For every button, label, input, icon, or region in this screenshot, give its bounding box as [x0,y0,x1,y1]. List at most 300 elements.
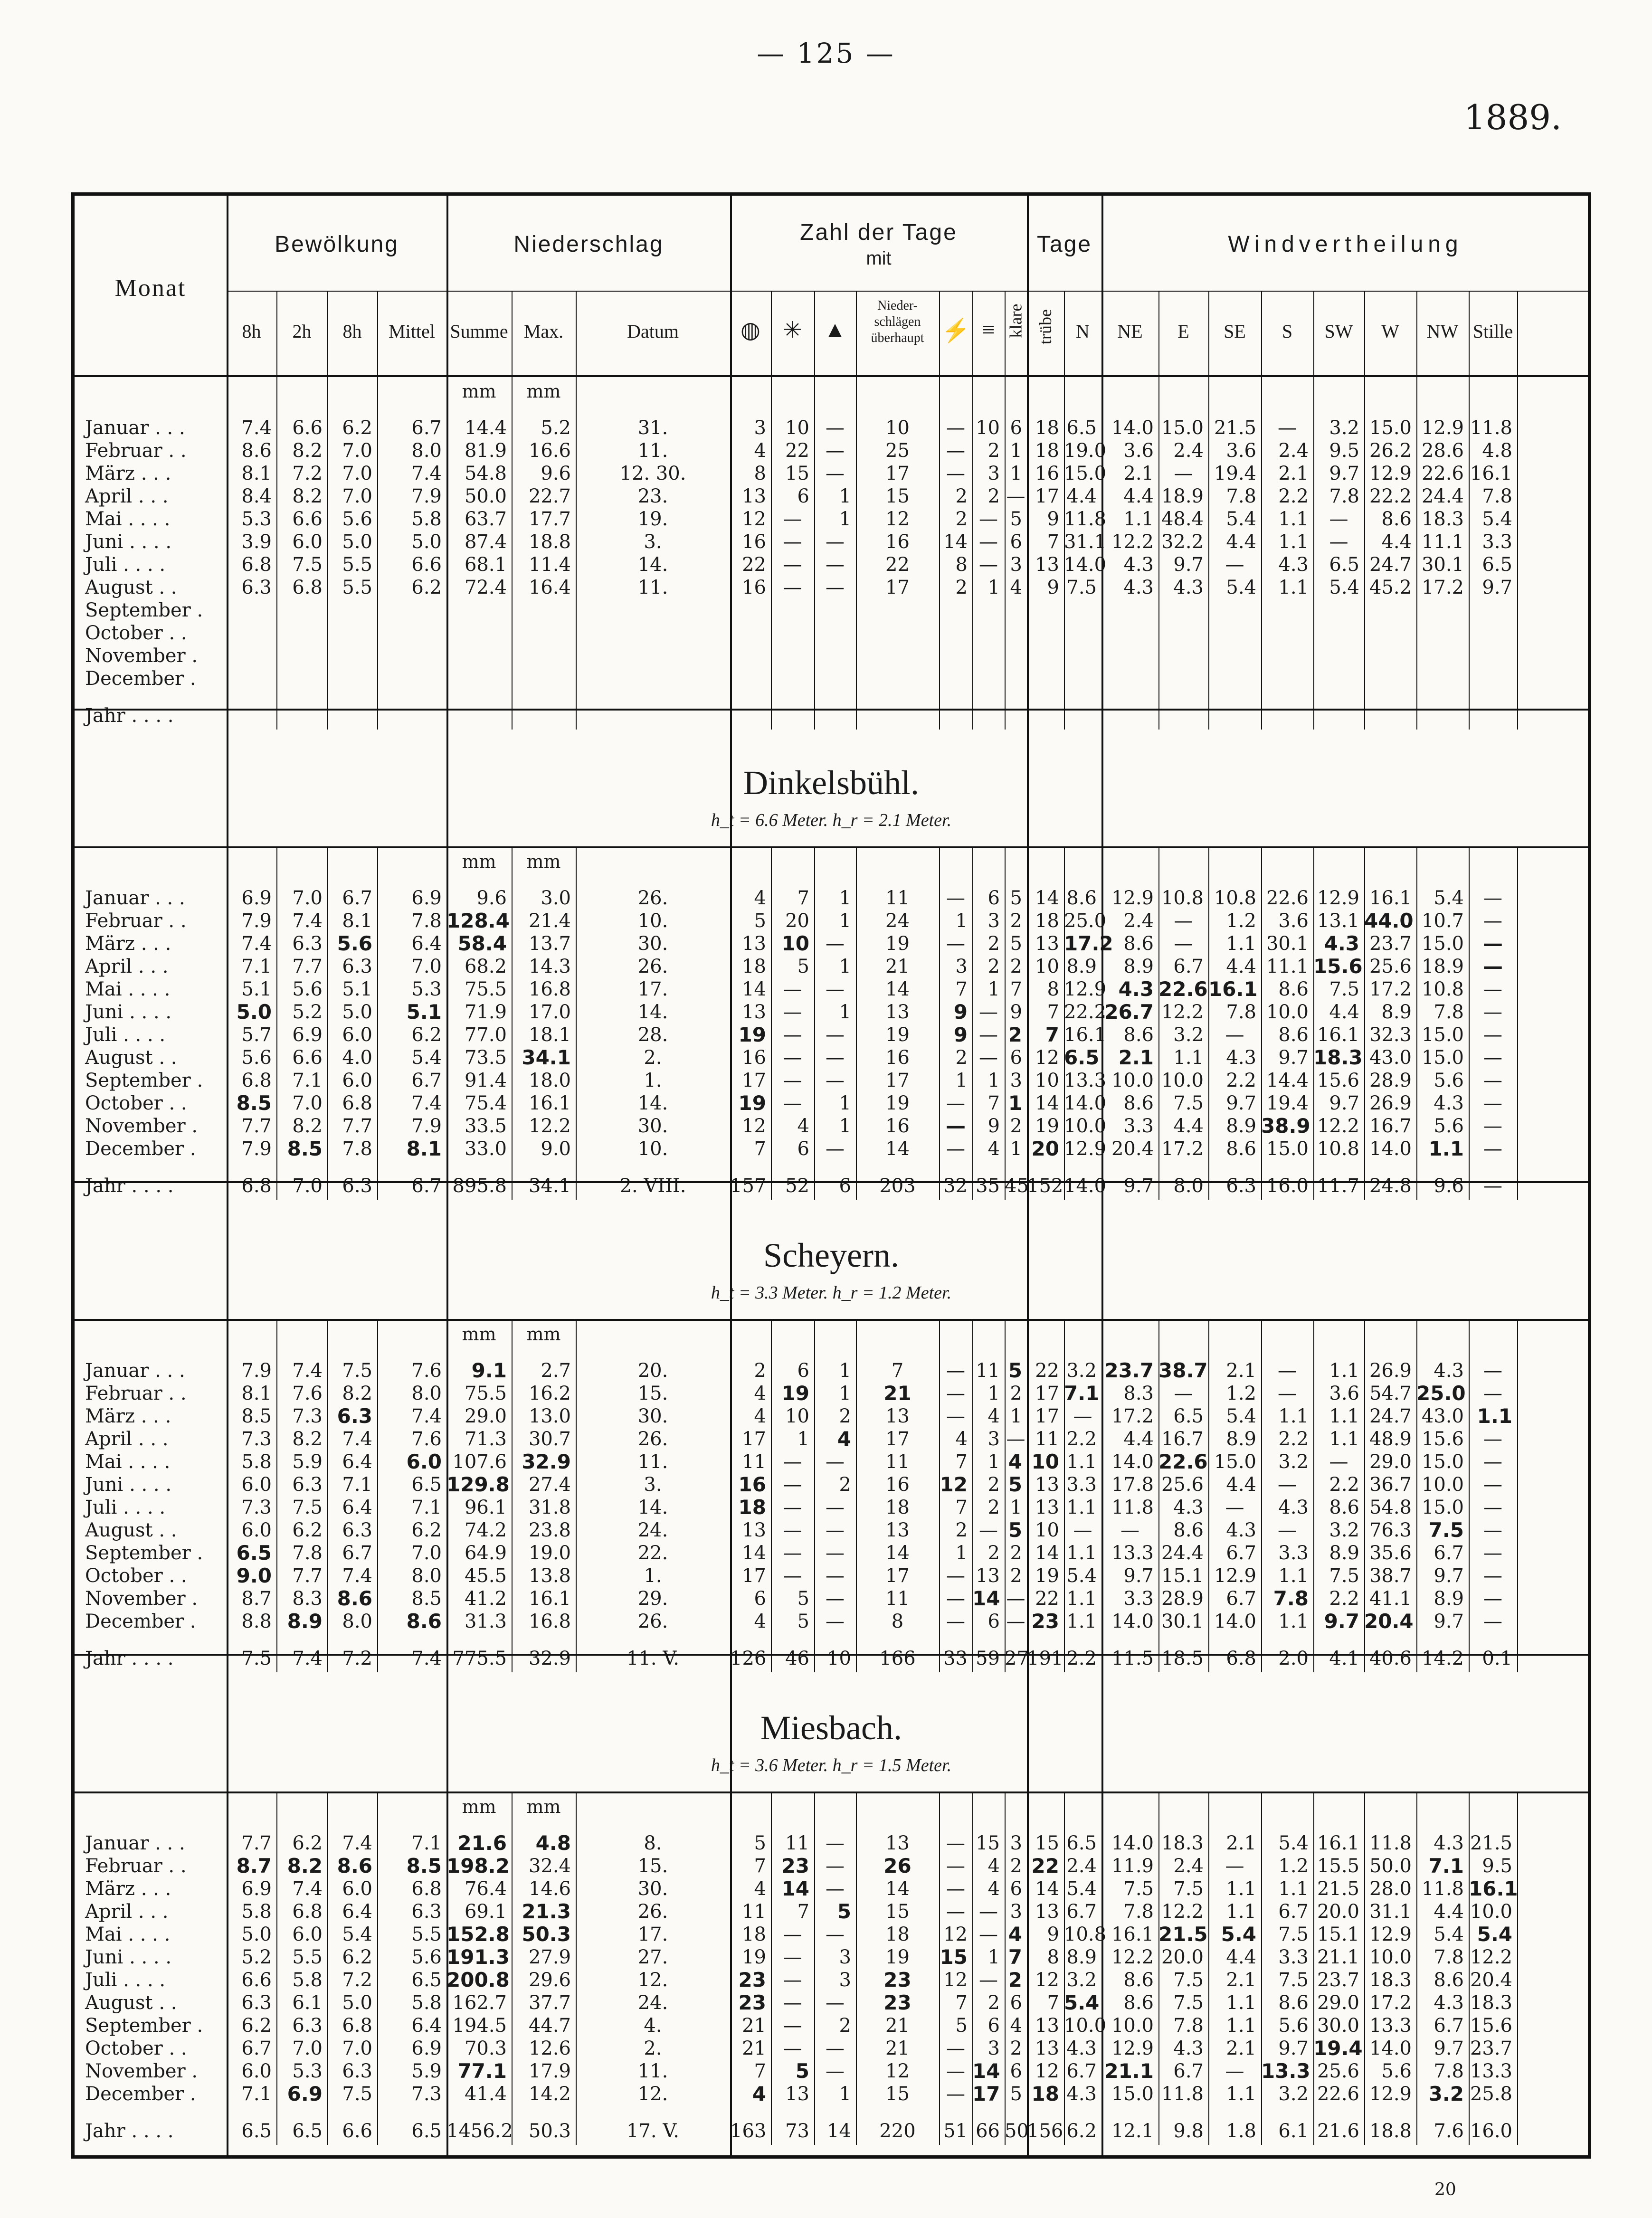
table-cell: 2 [1010,956,1022,977]
table-cell: 21.4 [528,910,571,932]
table-cell: 23 [781,1854,809,1877]
table-cell: 5.6 [1434,1115,1464,1137]
table-cell: 16 [885,1115,910,1137]
table-cell: 17 [885,1565,910,1587]
table-cell: — [1483,1092,1502,1114]
table-row [75,1923,1588,1946]
table-cell: 15.0 [1161,417,1204,439]
header-niederschlaege-ueberhaupt: Nieder- schlägen überhaupt [871,298,924,345]
table-cell: 13.3 [1470,2060,1512,2082]
table-cell: 3.0 [541,887,571,909]
table-cell: — [979,1047,998,1069]
table-cell: 162.7 [452,1992,507,2014]
table-cell: 16.8 [528,1611,571,1632]
table-cell: — [826,1588,845,1610]
table-cell: 5.4 [1434,1924,1464,1945]
table-cell: 1456.2 [446,2120,513,2142]
table-cell: 1 [839,956,851,977]
table-row [75,1991,1588,2014]
section-divider [75,1654,1588,1656]
table-cell: 19.4 [1266,1092,1309,1114]
table-cell: 70.3 [464,2038,507,2059]
table-cell: 19 [1035,1115,1059,1137]
table-cell: 198.2 [446,1854,510,1877]
table-cell: 14.0 [1369,2038,1412,2059]
table-cell: 7.0 [292,2038,323,2059]
table-cell: — [1483,1115,1502,1137]
table-cell: 6.0 [342,1070,372,1091]
table-cell: 1 [1010,1497,1022,1518]
table-cell: 40.6 [1369,1648,1412,1669]
table-cell: 43.0 [1369,1047,1412,1069]
table-cell: 14 [1035,1542,1059,1564]
table-cell: 8.9 [1434,1588,1464,1610]
table-cell: 28.6 [1421,440,1464,462]
subcolumn-rule [1208,291,1209,375]
table-cell: 6.3 [342,1519,372,1541]
unit-mm: mm [526,381,561,402]
table-cell: 2 [955,508,968,530]
table-cell: 21.5 [1317,1878,1359,1900]
table-cell: 8.6 [1123,1092,1154,1114]
table-cell: 5.4 [411,1047,442,1069]
table-cell: 17.2 [1369,1992,1412,2014]
table-cell: 166 [879,1648,916,1669]
table-cell: 7 [1045,1023,1059,1046]
month-label: Jahr . . . . [85,2120,174,2142]
table-cell: — [1174,910,1193,932]
table-cell: 5.6 [1434,1070,1464,1091]
table-cell: 15.6 [1470,2015,1512,2037]
table-cell: 6 [1010,1992,1022,2014]
table-cell: — [1483,1474,1502,1496]
table-cell: 17 [742,1428,766,1450]
table-row [75,1175,1588,1197]
table-cell: 8.6 [1123,1969,1154,1991]
table-cell: 5.0 [342,1992,372,2014]
month-label: April . . . [85,485,169,507]
table-cell: 7.8 [1226,485,1256,507]
month-label: September . [85,599,203,621]
table-cell: 6.8 [342,1092,372,1114]
table-cell: 12.9 [1421,417,1464,439]
table-cell: 17 [1035,1405,1059,1427]
table-cell: 15.0 [1214,1451,1256,1473]
table-cell: 9.7 [1278,1047,1309,1069]
table-cell: 7.0 [342,485,372,507]
table-cell: — [1278,1474,1297,1496]
table-cell: 16 [738,1473,766,1496]
table-cell: 7.8 [411,910,442,932]
table-cell: 6.3 [292,933,323,955]
table-cell: — [826,1542,845,1564]
table-cell: 6.7 [411,417,442,439]
table-cell: 5.4 [1434,887,1464,909]
table-cell: 6.2 [342,1946,372,1968]
table-cell: 4 [987,1138,1000,1160]
table-cell: 7 [955,978,968,1000]
table-cell: 75.5 [464,1383,507,1404]
table-cell: 7.5 [1173,1092,1204,1114]
table-cell: 50.3 [528,2120,571,2142]
table-cell: 5 [1008,1359,1022,1382]
table-cell: 18 [1035,910,1059,932]
table-cell: 9.7 [1434,2038,1464,2059]
table-cell: — [1174,1383,1193,1404]
table-cell: 4.3 [1434,1092,1464,1114]
table-row [75,1587,1588,1610]
table-cell: 22 [785,440,809,462]
table-cell: 10.8 [1161,887,1204,909]
table-cell: 31.1 [1369,1901,1412,1923]
table-cell: 16 [885,531,910,553]
month-label: December . [85,2083,196,2105]
table-cell: 2 [1010,1542,1022,1564]
table-cell: 16.7 [1161,1428,1204,1450]
table-cell: — [946,1383,965,1404]
month-label: Juli . . . . [85,1969,166,1991]
table-cell: — [783,577,802,598]
table-cell: 23.7 [1369,933,1412,955]
table-cell: 6 [797,1138,809,1160]
table-cell: 1 [1008,1091,1022,1115]
table-cell: 16.1 [1064,1024,1107,1046]
table-cell: 73 [785,2120,809,2142]
table-cell: 7.4 [411,1092,442,1114]
table-cell: 1.1 [1066,1542,1097,1564]
table-cell: 5.4 [1064,1991,1100,2014]
table-cell: 24.7 [1369,554,1412,576]
table-cell: 48.9 [1369,1428,1412,1450]
table-cell: 27. [637,1946,668,1968]
table-cell: 3.2 [1173,1024,1204,1046]
table-cell: 14.0 [1111,1832,1154,1854]
section-header-divider [75,846,1588,848]
table-cell: — [979,508,998,530]
table-cell: 2.1 [1226,1360,1256,1382]
table-cell: 21.5 [1214,417,1256,439]
table-cell: 10.0 [1161,1070,1204,1091]
table-cell: 5 [1010,508,1022,530]
table-cell: 13 [1035,1901,1059,1923]
table-cell: 7.3 [241,1497,272,1518]
table-cell: 2 [987,933,1000,955]
table-cell: 7.2 [292,463,323,484]
table-cell: 14 [885,978,910,1000]
table-cell: 9.7 [1482,577,1512,598]
month-label: August . . [85,1992,177,2014]
table-cell: 5 [1008,1518,1022,1542]
table-cell: 21 [742,2015,766,2037]
table-cell: 2 [955,485,968,507]
table-cell: 9 [1047,1924,1059,1945]
table-cell: 30.1 [1421,554,1464,576]
table-cell: 34.1 [522,1046,571,1069]
table-cell: 6.5 [1066,417,1097,439]
table-cell: 775.5 [452,1648,507,1669]
table-cell: 7.1 [241,2083,272,2105]
table-cell: 2.1 [1226,1969,1256,1991]
table-cell: 19.0 [528,1542,571,1564]
table-cell: 7.1 [1428,1854,1464,1877]
table-cell: 15. [637,1855,668,1877]
table-cell: 11.4 [528,554,571,576]
table-cell: — [783,1969,802,1991]
table-cell: 2.4 [1173,1855,1204,1877]
table-cell: 12 [885,508,910,530]
table-cell: 4 [1010,577,1022,598]
table-cell: 58.4 [457,932,507,955]
table-cell: 6.4 [342,1451,372,1473]
table-cell: 10 [785,1405,809,1427]
table-cell: 6.4 [411,2015,442,2037]
table-cell: 6.0 [292,1924,323,1945]
table-cell: 2 [1010,2038,1022,2059]
table-row [75,1428,1588,1450]
table-row [75,1542,1588,1564]
table-cell: 96.1 [464,1497,507,1518]
table-cell: — [1483,1383,1502,1404]
table-cell: 12. [637,1969,668,1991]
table-cell: 19 [738,1023,766,1046]
table-cell: — [1483,910,1502,932]
table-row [75,1069,1588,1092]
table-cell: 16.1 [1111,1924,1154,1945]
table-row [75,553,1588,576]
table-cell: 4 [955,1428,968,1450]
table-cell: — [783,1024,802,1046]
table-cell: 6.3 [241,577,272,598]
table-cell: 191.3 [446,1945,510,1969]
table-cell: 11 [885,1451,910,1473]
table-cell: 4.3 [1123,577,1154,598]
table-cell: 14 [885,1542,910,1564]
table-cell: 5.6 [337,932,372,955]
table-cell: 1.1 [1226,1901,1256,1923]
table-cell: — [783,1542,802,1564]
table-row [75,932,1588,955]
table-cell: 10.8 [1064,1924,1107,1945]
table-cell: 11.7 [1317,1175,1359,1197]
table-cell: 7.7 [342,1115,372,1137]
table-cell: 5 [754,910,766,932]
table-cell: 2 [987,440,1000,462]
table-cell: — [946,1901,965,1923]
table-cell: — [783,1992,802,2014]
table-cell: 1.8 [1226,2120,1256,2142]
table-cell: — [826,1047,845,1069]
table-cell: 1.1 [1123,508,1154,530]
table-cell: 36.7 [1369,1474,1412,1496]
table-cell: 5.5 [292,1946,323,1968]
table-cell: 14.0 [1111,1611,1154,1632]
table-cell: 152.8 [446,1923,510,1946]
table-cell: 54.7 [1369,1383,1412,1404]
table-cell: 12 [885,2060,910,2082]
table-cell: 8.2 [292,1428,323,1450]
table-row [75,1405,1588,1428]
month-label: April . . . [85,1428,169,1450]
table-cell: 14.0 [1064,1092,1107,1114]
table-cell: 4 [754,440,766,462]
table-cell: 3.2 [1066,1360,1097,1382]
table-cell: 7.5 [292,1497,323,1518]
table-cell: 1.1 [1278,1405,1309,1427]
table-cell: — [783,1519,802,1541]
table-cell: 68.1 [464,554,507,576]
subcolumn-rule [972,291,973,375]
table-cell: 157 [730,1175,767,1197]
table-row [75,955,1588,978]
table-cell: 7.9 [241,910,272,932]
table-cell: 6 [1010,417,1022,439]
table-cell: 11 [885,887,910,909]
table-cell: 6.0 [241,2060,272,2082]
table-cell: 72.4 [464,577,507,598]
table-cell: — [783,1565,802,1587]
table-cell: 17. [637,978,668,1000]
month-label: October . . [85,2038,187,2059]
table-cell: 7.4 [342,1832,372,1854]
table-cell: 10.0 [1470,1901,1512,1923]
table-cell: 23.7 [1104,1359,1154,1382]
table-cell: 7.0 [342,463,372,484]
header-tage: Tage [1036,232,1092,257]
table-cell: 81.9 [464,440,507,462]
month-label: Mai . . . . [85,1451,171,1473]
table-cell: 10. [637,1138,668,1160]
table-cell: 6.7 [1173,2060,1204,2082]
table-cell: 7.4 [411,463,442,484]
subcolumn-rule [1064,291,1065,375]
table-cell: 2 [955,1519,968,1541]
table-cell: 4 [754,1405,766,1427]
table-cell: — [826,1138,845,1160]
table-cell: 1 [839,910,851,932]
table-cell: 5.5 [342,577,372,598]
table-cell: 8.6 [337,1587,372,1610]
station-name: Scheyern. [763,1236,899,1274]
table-cell: 14 [972,2059,1000,2083]
month-label: Mai . . . . [85,508,171,530]
table-cell: 13.8 [528,1565,571,1587]
table-cell: 1 [987,1451,1000,1473]
table-row [75,1969,1588,1991]
table-cell: 3 [987,910,1000,932]
table-cell: — [1329,531,1348,553]
table-cell: 14.3 [528,956,571,977]
table-cell: 5.4 [1329,577,1359,598]
column-rule [446,196,448,2155]
table-cell: 7.7 [292,956,323,977]
table-cell: 8.9 [287,1610,323,1633]
table-row [75,2014,1588,2037]
table-row [75,576,1588,599]
table-cell: — [826,1497,845,1518]
table-cell: 30. [637,1405,668,1427]
table-cell: 4.3 [1066,2038,1097,2059]
table-cell: — [946,887,965,909]
table-cell: 7.6 [292,1383,323,1404]
table-cell: 14 [1035,1878,1059,1900]
month-label: November . [85,2060,198,2082]
table-cell: 2.1 [1278,463,1309,484]
table-cell: 8.6 [1329,1497,1359,1518]
unit-mm: mm [462,1324,496,1345]
table-cell: 4.4 [1123,485,1154,507]
table-cell: 16.4 [528,577,571,598]
table-row [75,1359,1588,1382]
table-cell: 7 [754,1138,766,1160]
table-cell: 2 [1010,910,1022,932]
table-cell: — [826,1924,845,1945]
table-cell: 2 [987,956,1000,977]
header-windvertheilung: Windvertheilung [1228,232,1463,257]
table-cell: 107.6 [452,1451,507,1473]
table-cell: — [946,2083,965,2105]
table-cell: 9 [1047,508,1059,530]
table-cell: 17 [885,577,910,598]
table-cell: — [946,2038,965,2059]
table-cell: 1.1 [1066,1497,1097,1518]
table-cell: 1 [839,1092,851,1114]
table-cell: 7.4 [342,1565,372,1587]
table-row [75,1946,1588,1969]
header-niederschlag: Niederschlag [513,232,664,257]
table-cell: 30.7 [528,1428,571,1450]
table-cell: 6 [1010,2060,1022,2082]
table-cell: — [783,1924,802,1945]
table-cell: 18 [742,1924,766,1945]
table-cell: 14 [781,1877,809,1900]
table-cell: 1 [839,485,851,507]
table-cell: 6.2 [411,577,442,598]
table-cell: 27.4 [528,1474,571,1496]
table-cell: 91.4 [464,1070,507,1091]
table-cell: 8.6 [1278,1024,1309,1046]
table-cell: 11.8 [1064,508,1107,530]
table-cell: 11 [1035,1428,1059,1450]
table-cell: 9.6 [541,463,571,484]
table-cell: 11 [785,1832,809,1854]
table-cell: 8.5 [406,1854,442,1877]
table-cell: 9.7 [1278,2038,1309,2059]
table-cell: 29.6 [528,1969,571,1991]
header-wind-nw: NW [1426,321,1459,342]
table-cell: 15.6 [1317,1070,1359,1091]
table-cell: 7.5 [1173,1992,1204,2014]
table-cell: 5.1 [241,978,272,1000]
table-cell: — [1483,1047,1502,1069]
table-cell: 895.8 [452,1175,507,1197]
month-label: April . . . [85,1901,169,1923]
month-label: November . [85,1115,198,1137]
table-cell: 6.8 [342,2015,372,2037]
table-cell: 18 [1035,440,1059,462]
table-cell: 6.3 [411,1901,442,1923]
table-cell: 20 [785,910,809,932]
table-cell: 6 [987,1611,1000,1632]
table-cell: 5.5 [411,1924,442,1945]
table-cell: 8.6 [406,1610,442,1633]
table-cell: 75.5 [464,978,507,1000]
table-row [75,1900,1588,1923]
table-cell: 18 [1035,417,1059,439]
table-cell: 7.0 [411,956,442,977]
table-cell: 2.4 [1066,1855,1097,1877]
table-cell: 7.0 [411,1542,442,1564]
table-cell: 6.0 [342,1024,372,1046]
